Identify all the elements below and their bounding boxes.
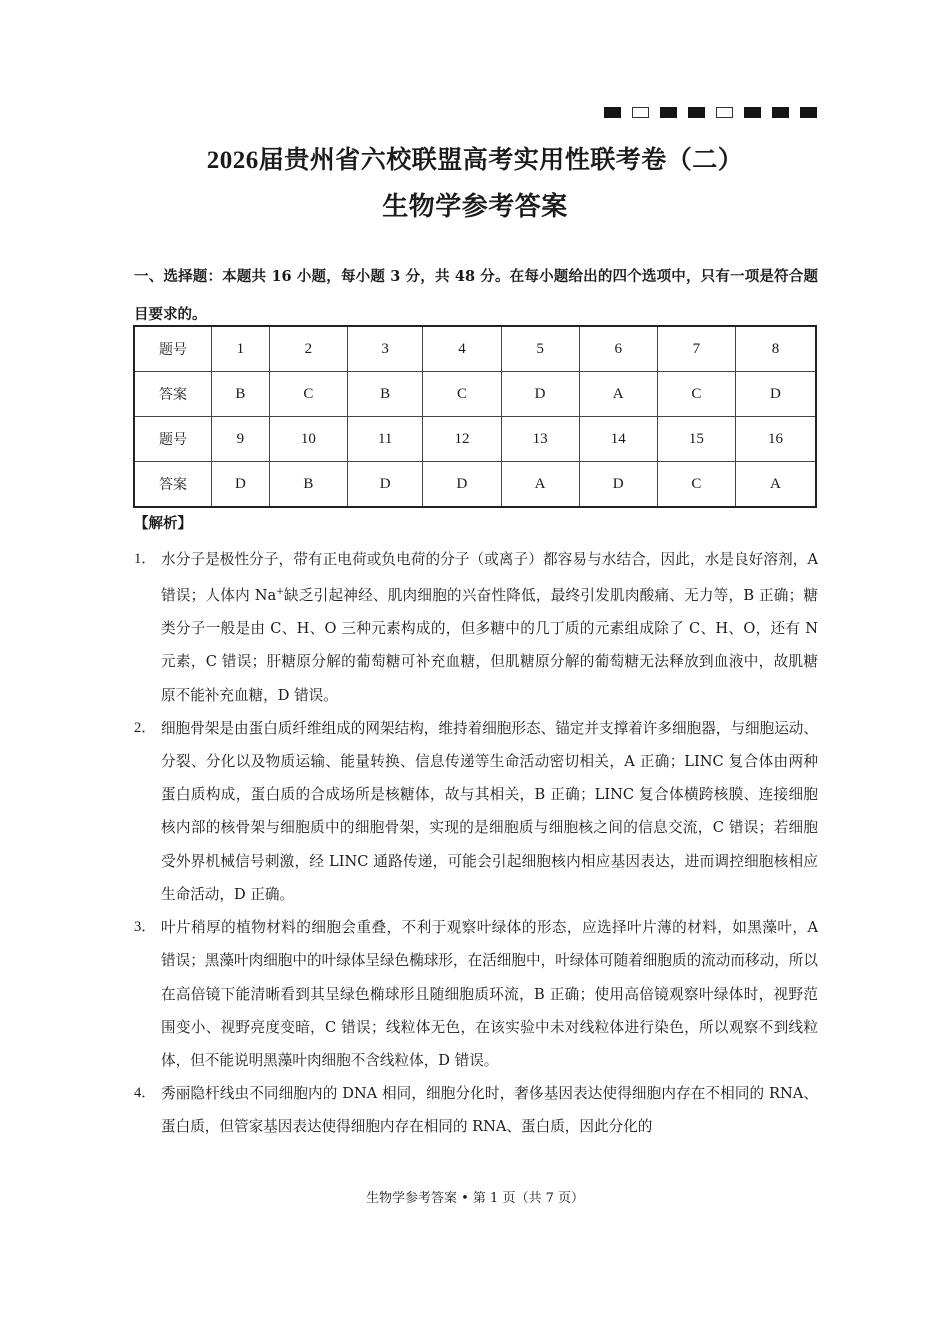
item-number: 3．: [134, 919, 156, 936]
table-row: [134, 462, 816, 508]
table-cell: C: [269, 372, 347, 417]
table-cell: 15: [657, 417, 735, 462]
document-subtitle: 生物学参考答案: [382, 192, 568, 222]
item-text: 秀丽隐杆线虫不同细胞内的 DNA 相同，细胞分化时，奢侈基因表达使得细胞内存在不相同的 RNA、蛋白质，但管家基因表达使得细胞内存在相同的 RNA、蛋白质，因此分化的: [161, 1085, 818, 1136]
mark-filled: [772, 107, 789, 118]
analysis-item-3: [134, 911, 818, 1077]
table-row: [134, 372, 816, 417]
item-number: 2．: [134, 719, 156, 736]
analysis-item-1: [134, 543, 818, 712]
table-cell: A: [501, 462, 579, 508]
table-cell: 1: [212, 326, 270, 372]
item-number: 4．: [134, 1085, 156, 1102]
table-cell: 4: [423, 326, 501, 372]
table-cell: 10: [269, 417, 347, 462]
table-cell: 2: [269, 326, 347, 372]
mark-filled: [744, 107, 761, 118]
table-cell: 16: [735, 417, 816, 462]
table-cell: C: [423, 372, 501, 417]
table-cell: 8: [735, 326, 816, 372]
answer-table: [133, 325, 817, 508]
table-cell: B: [347, 372, 422, 417]
row-label: 题号: [134, 417, 212, 462]
table-cell: 12: [423, 417, 501, 462]
table-cell: 13: [501, 417, 579, 462]
table-cell: C: [657, 462, 735, 508]
table-cell: 5: [501, 326, 579, 372]
item-text: 水分子是极性分子，带有正电荷或负电荷的分子（或离子）都容易与水结合，因此，水是良好溶剂，A 错误；人体内 Na: [161, 551, 818, 605]
row-label: 答案: [134, 462, 212, 508]
table-row: [134, 326, 816, 372]
document-title: 2026届贵州省六校联盟高考实用性联考卷（二）: [206, 147, 744, 174]
item-number: 1．: [134, 551, 156, 567]
table-cell: B: [212, 372, 270, 417]
table-cell: A: [579, 372, 657, 417]
item-text: 缺乏引起神经、肌肉细胞的兴奋性降低，最终引发肌肉酸痛、无力等，B 正确；糖类分子一般是由 C、H、O 三种元素构成的，但多糖中的几丁质的元素组成除了 C、H、O，还有 N 元素，C 错误；肝糖原分解的葡萄糖可补充血糖，但肌糖原分解的葡萄糖无法释放到血液中，故肌糖原不能补充血糖，D 错误。: [161, 587, 818, 704]
table-cell: A: [735, 462, 816, 508]
section-heading: 一、选择题：本题共 16 小题，每小题 3 分，共 48 分。在每小题给出的四个选项中，只有一项是符合题目要求的。: [134, 268, 818, 323]
table-cell: 3: [347, 326, 422, 372]
page-footer: 生物学参考答案 • 第 1 页（共 7 页）: [365, 1191, 584, 1206]
superscript: +: [276, 587, 284, 598]
table-cell: C: [657, 372, 735, 417]
mark-filled: [800, 107, 817, 118]
header-marks: [604, 107, 817, 118]
analysis-item-4: [134, 1077, 818, 1143]
table-cell: D: [579, 462, 657, 508]
item-text: 细胞骨架是由蛋白质纤维组成的网架结构，维持着细胞形态、锚定并支撑着许多细胞器，与细胞运动、分裂、分化以及物质运输、能量转换、信息传递等生命活动密切相关，A 正确；LINC 复合体由两种蛋白质构成，蛋白质的合成场所是核糖体，故与其相关，B 正确；LINC 复合体横跨核膜、连接细胞核内部的核骨架与细胞质中的细胞骨架，实现的是细胞质与细胞核之间的信息交流，C 错误；若细胞受外界机械信号刺激，经 LINC 通路传递，可能会引起细胞核内相应基因表达，进而调控细胞核相应生命活动，D 正确。: [161, 719, 818, 903]
table-cell: D: [501, 372, 579, 417]
table-cell: 11: [347, 417, 422, 462]
mark-filled: [604, 107, 621, 118]
table-cell: 7: [657, 326, 735, 372]
table-cell: D: [735, 372, 816, 417]
table-cell: 9: [212, 417, 270, 462]
mark-filled: [660, 107, 677, 118]
mark-filled: [688, 107, 705, 118]
table-row: [134, 417, 816, 462]
analysis-item-2: [134, 712, 818, 911]
row-label: 题号: [134, 326, 212, 372]
table-cell: D: [347, 462, 422, 508]
table-cell: 14: [579, 417, 657, 462]
row-label: 答案: [134, 372, 212, 417]
item-text: 叶片稍厚的植物材料的细胞会重叠，不利于观察叶绿体的形态，应选择叶片薄的材料，如黑藻叶，A 错误；黑藻叶肉细胞中的叶绿体呈绿色椭球形，在活细胞中，叶绿体可随着细胞质的流动而移动，所以在高倍镜下能清晰看到其呈绿色椭球形且随细胞质环流，B 正确；使用高倍镜观察叶绿体时，视野范围变小、视野亮度变暗，C 错误；线粒体无色，在该实验中未对线粒体进行染色，所以观察不到线粒体，但不能说明黑藻叶肉细胞不含线粒体，D 错误。: [161, 919, 818, 1069]
analysis-heading: 【解析】: [134, 516, 192, 532]
table-cell: 6: [579, 326, 657, 372]
mark-empty: [632, 107, 649, 118]
mark-empty: [716, 107, 733, 118]
analysis-list: [134, 543, 818, 1144]
table-cell: D: [212, 462, 270, 508]
table-cell: D: [423, 462, 501, 508]
table-cell: B: [269, 462, 347, 508]
